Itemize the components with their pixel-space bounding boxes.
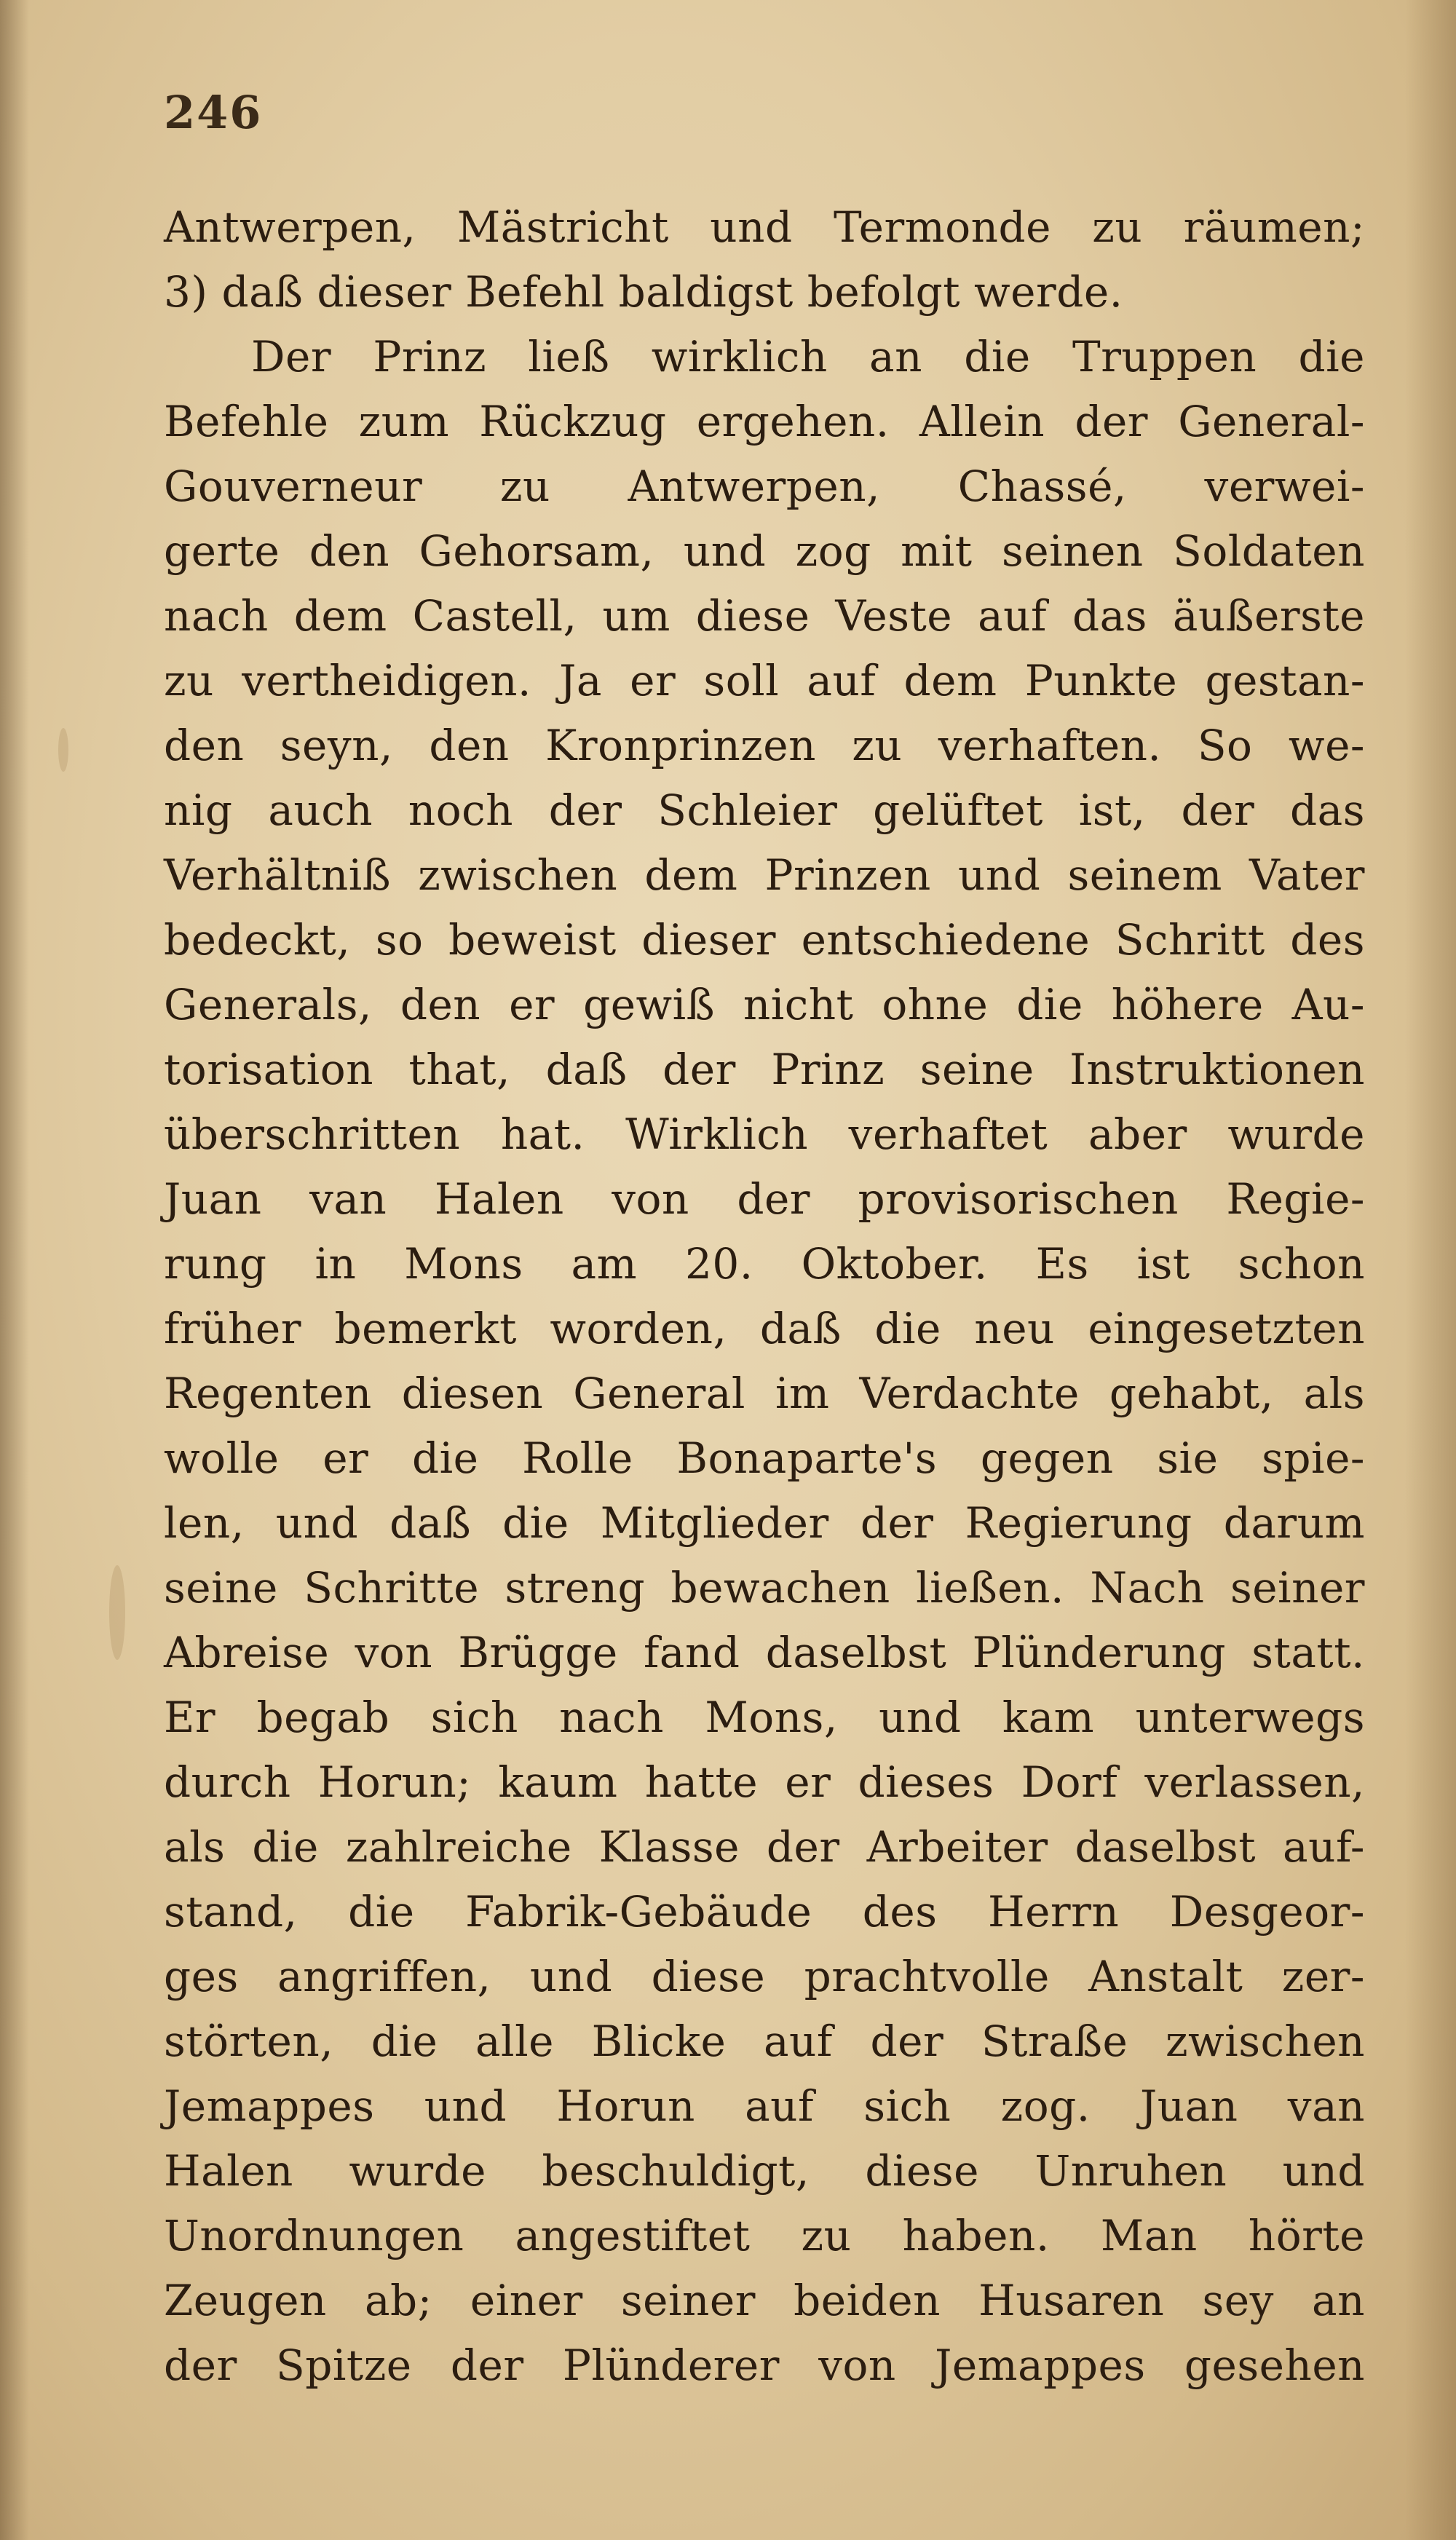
text-line: bedeckt, so beweist dieser entschiedene Schritt des — [164, 915, 1365, 965]
text-line: zu vertheidigen. Ja er soll auf dem Punkte gestan- — [164, 656, 1365, 705]
text-line: Der Prinz ließ wirklich an die Truppen die — [251, 332, 1365, 381]
text-line: ges angriffen, und diese prachtvolle Anstalt zer- — [164, 1952, 1365, 2001]
gutter-shadow — [0, 0, 29, 2540]
text-line: störten, die alle Blicke auf der Straße zwischen — [164, 2017, 1365, 2066]
text-line: Abreise von Brügge fand daselbst Plünderung statt. — [164, 1628, 1365, 1677]
text-line: Antwerpen, Mästricht und Termonde zu räumen; — [164, 202, 1365, 252]
text-line: Generals, den er gewiß nicht ohne die höhere Au- — [164, 980, 1365, 1029]
text-line: Unordnungen angestiftet zu haben. Man hörte — [164, 2211, 1365, 2260]
page-number: 246 — [164, 86, 263, 139]
text-line: Zeugen ab; einer seiner beiden Husaren sey an — [164, 2276, 1365, 2325]
text-line: als die zahlreiche Klasse der Arbeiter daselbst auf- — [164, 1822, 1365, 1872]
text-line: Er begab sich nach Mons, und kam unterwegs — [164, 1693, 1365, 1742]
text-line: Regenten diesen General im Verdachte gehabt, als — [164, 1369, 1365, 1418]
text-line: Gouverneur zu Antwerpen, Chassé, verwei- — [164, 462, 1365, 511]
text-line: 3) daß dieser Befehl baldigst befolgt werde. — [164, 267, 1123, 317]
text-line: len, und daß die Mitglieder der Regierung darum — [164, 1498, 1365, 1548]
text-line: torisation that, daß der Prinz seine Instruktionen — [164, 1045, 1365, 1094]
text-line: überschritten hat. Wirklich verhaftet aber wurde — [164, 1109, 1365, 1159]
text-line: Befehle zum Rückzug ergehen. Allein der General- — [164, 397, 1365, 446]
foxing-spot — [58, 728, 68, 772]
text-line: nach dem Castell, um diese Veste auf das äußerste — [164, 591, 1365, 641]
text-line: durch Horun; kaum hatte er dieses Dorf verlassen, — [164, 1757, 1365, 1807]
text-line: seine Schritte streng bewachen ließen. Nach seiner — [164, 1563, 1365, 1613]
text-line: Verhältniß zwischen dem Prinzen und seinem Vater — [164, 850, 1365, 900]
text-line: früher bemerkt worden, daß die neu eingesetzten — [164, 1304, 1365, 1353]
text-line: Jemappes und Horun auf sich zog. Juan van — [164, 2081, 1365, 2131]
text-line: den seyn, den Kronprinzen zu verhaften. So we- — [164, 721, 1365, 770]
foxing-spot — [109, 1565, 125, 1660]
text-line: rung in Mons am 20. Oktober. Es ist schon — [164, 1239, 1365, 1289]
text-line: der Spitze der Plünderer von Jemappes gesehen — [164, 2341, 1365, 2390]
body-text — [164, 195, 1365, 2398]
page-edge — [1405, 0, 1456, 2540]
text-line: Juan van Halen von der provisorischen Regie- — [164, 1174, 1365, 1224]
text-line: Halen wurde beschuldigt, diese Unruhen und — [164, 2146, 1365, 2196]
text-line: wolle er die Rolle Bonaparte's gegen sie spie- — [164, 1433, 1365, 1483]
text-line: stand, die Fabrik-Gebäude des Herrn Desgeor- — [164, 1887, 1365, 1936]
text-line: nig auch noch der Schleier gelüftet ist, der das — [164, 786, 1365, 835]
text-line: gerte den Gehorsam, und zog mit seinen Soldaten — [164, 526, 1365, 576]
